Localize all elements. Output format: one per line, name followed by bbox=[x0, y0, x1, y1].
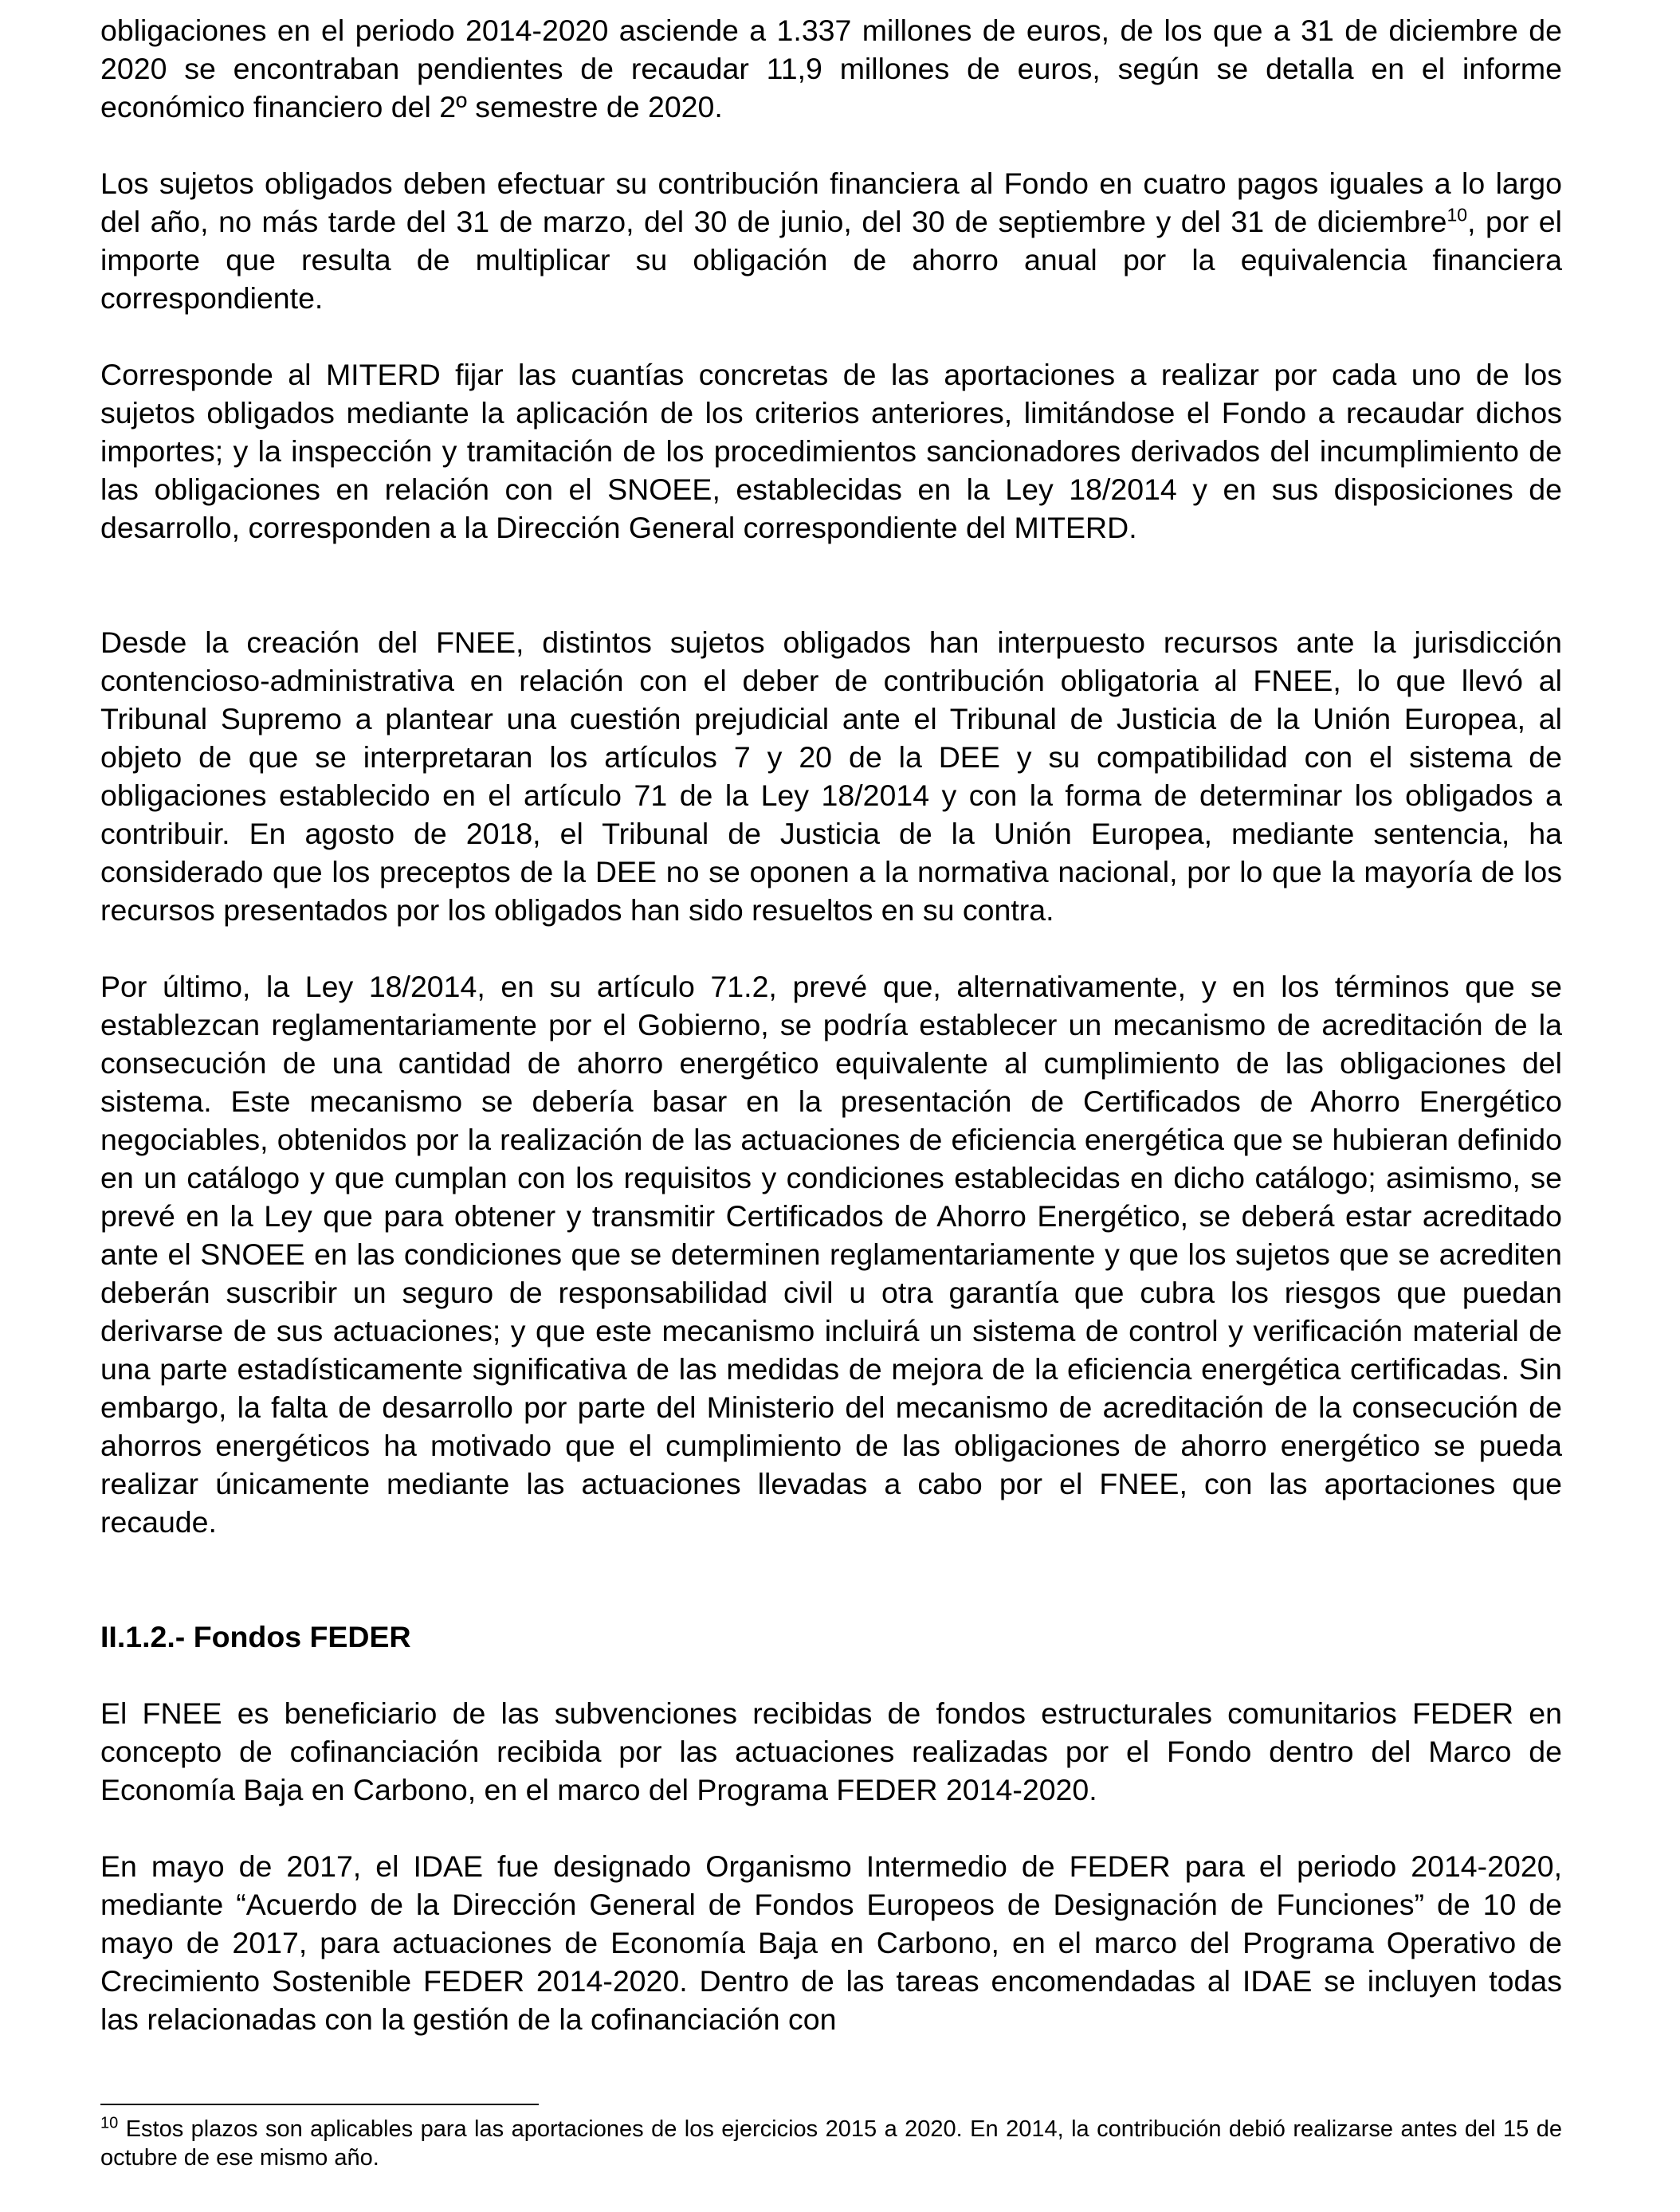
section-heading-fondos-feder: II.1.2.- Fondos FEDER bbox=[100, 1620, 411, 1653]
paragraph-payment-schedule-text: Los sujetos obligados deben efectuar su contribución financiera al Fondo en cuatro pagos iguales a lo largo del año, no más tarde del 31 de marzo, del 30 de junio, del 30 de septiembre y del 31 de diciembre bbox=[100, 167, 1562, 238]
footnote bbox=[100, 2115, 1562, 2172]
paragraph-idae-intermediate-body: En mayo de 2017, el IDAE fue designado Organismo Intermedio de FEDER para el periodo 2014-2020, mediante “Acuerdo de la Dirección General de Fondos Europeos de Designación de Funciones” de 10 de mayo de 2017, para actuaciones de Economía Baja en Carbono, en el marco del Programa Operativo de Crecimiento Sostenible FEDER 2014-2020. Dentro de las tareas encomendadas al IDAE se incluyen todas las relacionadas con la gestión de la cofinanciación con bbox=[100, 1849, 1562, 2036]
footnote-separator bbox=[100, 2104, 539, 2105]
paragraph-feder-beneficiary: El FNEE es beneficiario de las subvenciones recibidas de fondos estructurales comunitarios FEDER en concepto de cofinanciación recibida por las actuaciones realizadas por el Fondo dentro del Marco de Economía Baja en Carbono, en el marco del Programa FEDER 2014-2020. bbox=[100, 1696, 1562, 1806]
paragraph-fund-obligations: obligaciones en el periodo 2014-2020 asciende a 1.337 millones de euros, de los que a 31 de diciembre de 2020 se encontraban pendientes de recaudar 11,9 millones de euros, según se detalla en el informe económico financiero del 2º semestre de 2020. bbox=[100, 14, 1562, 124]
paragraph-payment-schedule bbox=[100, 164, 1562, 317]
paragraph-payment-schedule-text-end: , por el importe que resulta de multiplicar su obligación de ahorro anual por la equivalencia financiera correspondiente. bbox=[100, 205, 1562, 315]
footnote-text: Estos plazos son aplicables para las aportaciones de los ejercicios 2015 a 2020. En 2014, la contribución debió realizarse antes del 15 de octubre de ese mismo año. bbox=[100, 2116, 1562, 2171]
paragraph-energy-savings-certificates: Por último, la Ley 18/2014, en su artículo 71.2, prevé que, alternativamente, y en los términos que se establezcan reglamentariamente por el Gobierno, se podría establecer un mecanismo de acreditación de la consecución de una cantidad de ahorro energético equivalente al cumplimiento de las obligaciones del sistema. Este mecanismo se debería basar en la presentación de Certificados de Ahorro Energético negociables, obtenidos por la realización de las actuaciones de eficiencia energética que se hubieran definido en un catálogo y que cumplan con los requisitos y condiciones establecidas en dicho catálogo; asimismo, se prevé en la Ley que para obtener y transmitir Certificados de Ahorro Energético, se deberá estar acreditado ante el SNOEE en las condiciones que se determinen reglamentariamente y que los sujetos que se acrediten deberán suscribir un seguro de responsabilidad civil u otra garantía que cubra los riesgos que puedan derivarse de sus actuaciones; y que este mecanismo incluirá un sistema de control y verificación material de una parte estadísticamente significativa de las medidas de mejora de la eficiencia energética certificadas. Sin embargo, la falta de desarrollo por parte del Ministerio del mecanismo de acreditación de la consecución de ahorros energéticos ha motivado que el cumplimiento de las obligaciones de ahorro energético se pueda realizar únicamente mediante las actuaciones llevadas a cabo por el FNEE, con las aportaciones que recaude. bbox=[100, 970, 1562, 1539]
paragraph-miterd-contributions: Corresponde al MITERD fijar las cuantías concretas de las aportaciones a realizar por cada uno de los sujetos obligados mediante la aplicación de los criterios anteriores, limitándose el Fondo a recaudar dichos importes; y la inspección y tramitación de los procedimientos sancionadores derivados del incumplimiento de las obligaciones en relación con el SNOEE, establecidas en la Ley 18/2014 y en sus disposiciones de desarrollo, corresponden a la Dirección General correspondiente del MITERD. bbox=[100, 358, 1562, 544]
paragraph-legal-appeals: Desde la creación del FNEE, distintos sujetos obligados han interpuesto recursos ante la jurisdicción contencioso-administrativa en relación con el deber de contribución obligatoria al FNEE, lo que llevó al Tribunal Supremo a plantear una cuestión prejudicial ante el Tribunal de Justicia de la Unión Europea, al objeto de que se interpretaran los artículos 7 y 20 de la DEE y su compatibilidad con el sistema de obligaciones establecido en el artículo 71 de la Ley 18/2014 y con la forma de determinar los obligados a contribuir. En agosto de 2018, el Tribunal de Justicia de la Unión Europea, mediante sentencia, ha considerado que los preceptos de la DEE no se oponen a la normativa nacional, por lo que la mayoría de los recursos presentados por los obligados han sido resueltos en su contra. bbox=[100, 626, 1562, 927]
footnote-number: 10 bbox=[100, 2114, 119, 2132]
footnote-reference-10[interactable]: 10 bbox=[1446, 204, 1468, 226]
